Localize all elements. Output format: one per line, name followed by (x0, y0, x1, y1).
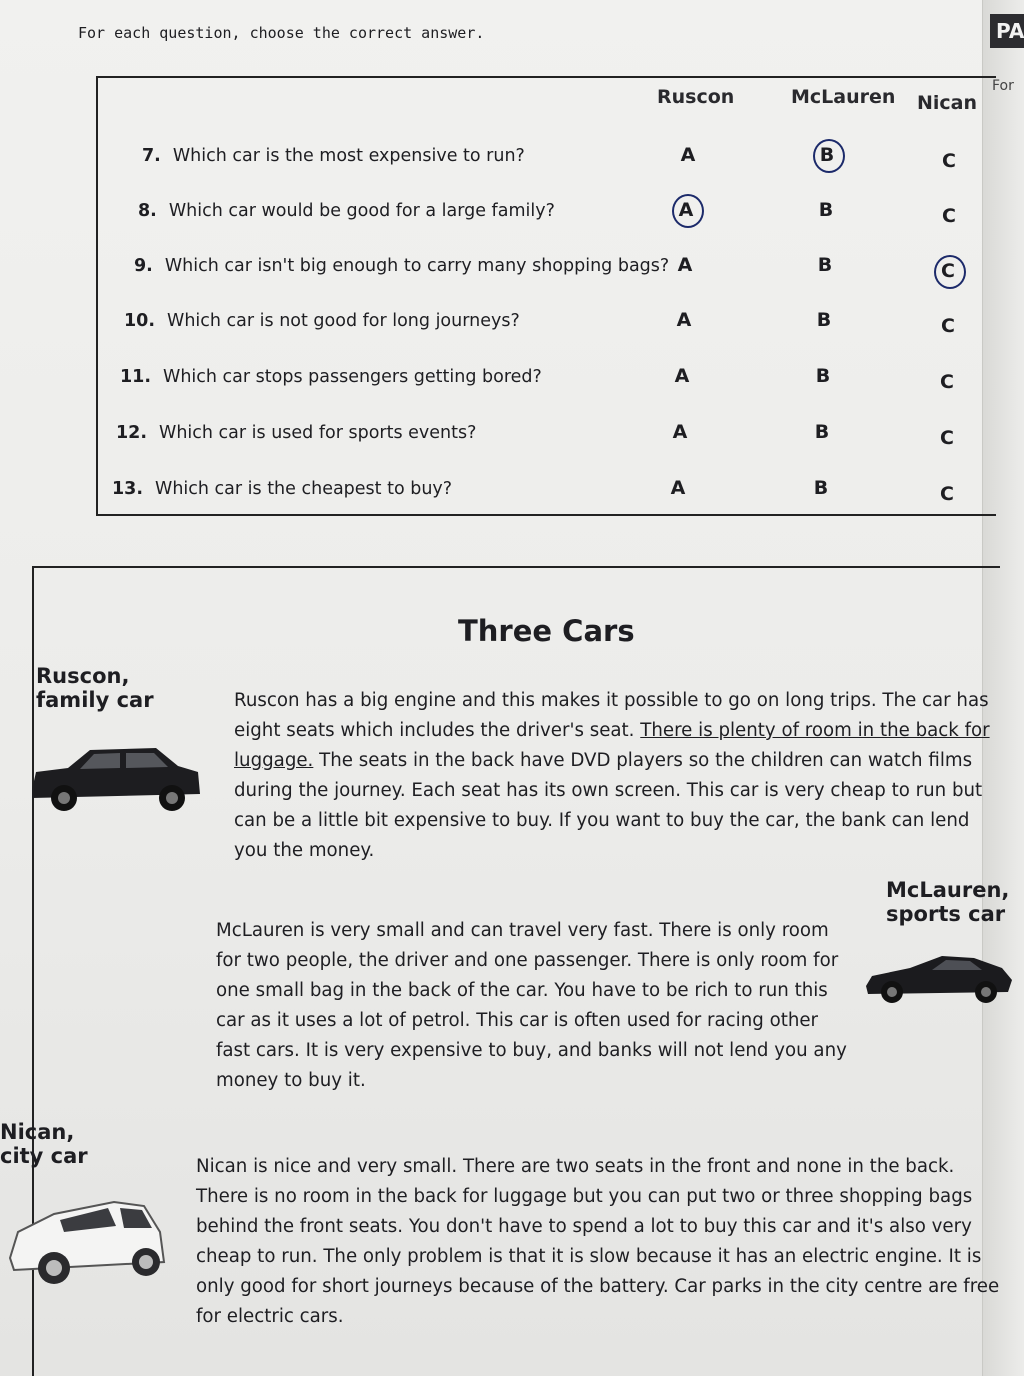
answer-option-c[interactable]: C (940, 371, 954, 393)
question-number: 12. (116, 423, 148, 443)
answer-option-b[interactable]: B (816, 309, 832, 331)
question-text: Which car is used for sports events? (159, 423, 477, 443)
question-number: 9. (134, 256, 153, 276)
nican-label-name: Nican, (0, 1120, 75, 1144)
answer-option-a[interactable]: A (680, 144, 696, 166)
question-text: Which car is the cheapest to buy? (155, 479, 453, 499)
column-head-nican: Nican (917, 92, 978, 114)
answer-option-a[interactable]: A (676, 309, 692, 331)
column-head-mclauren: McLauren (791, 86, 896, 108)
next-page-tab: PA (990, 14, 1024, 48)
question-13 (112, 479, 452, 499)
ruscon-label-type: family car (36, 688, 154, 712)
answer-option-c[interactable]: C (940, 427, 954, 449)
ruscon-text-part-1: Ruscon has a big engine and this makes it possible to go on long trips. The car has eight seats which includes the driver's seat. (234, 690, 989, 741)
mclauren-sports-car-image (862, 946, 1014, 1008)
mclauren-label-type: sports car (886, 902, 1006, 926)
answer-option-b[interactable]: B (818, 199, 834, 221)
nican-city-car-image (4, 1192, 168, 1292)
question-9 (134, 256, 669, 276)
ruscon-description (234, 686, 998, 866)
answer-option-a[interactable]: A (671, 199, 701, 221)
ruscon-label-name: Ruscon, (36, 664, 130, 688)
question-number: 7. (142, 146, 161, 166)
answer-option-c[interactable]: C (940, 483, 954, 505)
question-8 (138, 201, 555, 221)
answer-option-b[interactable]: B (813, 477, 829, 499)
nican-label (0, 1120, 88, 1168)
answer-option-c[interactable]: C (942, 150, 956, 172)
question-text: Which car is not good for long journeys? (167, 311, 520, 331)
answer-option-c[interactable]: C (941, 315, 955, 337)
answer-option-c[interactable]: C (933, 260, 963, 282)
question-number: 11. (120, 367, 152, 387)
question-12 (116, 423, 476, 443)
instructions: For each question, choose the correct answer. (78, 24, 485, 42)
ruscon-text-part-2: The seats in the back have DVD players so the children can watch films during the journey. Each seat has its own screen. This car is very cheap to run but can be a little bit expensive to buy. If you want to buy the car, the bank can lend you the money. (234, 750, 983, 861)
question-text: Which car stops passengers getting bored? (163, 367, 542, 387)
question-number: 10. (124, 311, 156, 331)
nican-text: Nican is nice and very small. There are two seats in the front and none in the back. There is no room in the back for luggage but you can put two or three shopping bags behind the front seats. You don't have to spend a lot to buy this car and it's also very cheap to run. The only problem is that it is slow because it has an electric engine. It is only good for short journeys because of the battery. Car parks in the city centre are free for electric cars. (196, 1156, 1000, 1327)
answer-option-a[interactable]: A (677, 254, 693, 276)
mclauren-label-name: McLauren, (886, 878, 1010, 902)
column-head-ruscon: Ruscon (657, 86, 735, 108)
question-number: 8. (138, 201, 157, 221)
ruscon-suv-image (28, 742, 204, 818)
question-text: Which car would be good for a large family? (168, 201, 555, 221)
mclauren-label (886, 878, 1009, 926)
mclauren-description (216, 916, 856, 1096)
nican-description (196, 1152, 1000, 1332)
answer-option-a[interactable]: A (670, 477, 686, 499)
ruscon-text-underlined: There is plenty of room in the back for luggage. (234, 720, 990, 771)
question-text: Which car isn't big enough to carry many shopping bags? (164, 256, 670, 276)
question-text: Which car is the most expensive to run? (172, 146, 525, 166)
question-11 (120, 367, 542, 387)
answer-option-b[interactable]: B (812, 144, 842, 166)
next-page-text: For (992, 78, 1014, 94)
mclauren-text: McLauren is very small and can travel very fast. There is only room for two people, the driver and one passenger. There is only room for one small bag in the back of the car. You have to be rich to run this car as it uses a lot of petrol. This car is often used for racing other fast cars. It is very expensive to buy, and banks will not lend you any money to buy it. (216, 920, 847, 1091)
answer-option-a[interactable]: A (672, 421, 688, 443)
nican-label-type: city car (0, 1144, 88, 1168)
ruscon-label (36, 664, 154, 712)
question-7 (142, 146, 525, 166)
answer-option-a[interactable]: A (674, 365, 690, 387)
question-10 (124, 311, 520, 331)
questions-box (96, 76, 996, 516)
answer-option-b[interactable]: B (817, 254, 833, 276)
question-number: 13. (112, 479, 144, 499)
answer-option-b[interactable]: B (815, 365, 831, 387)
passage-title: Three Cars (458, 614, 635, 648)
answer-option-b[interactable]: B (814, 421, 830, 443)
answer-option-c[interactable]: C (942, 205, 956, 227)
